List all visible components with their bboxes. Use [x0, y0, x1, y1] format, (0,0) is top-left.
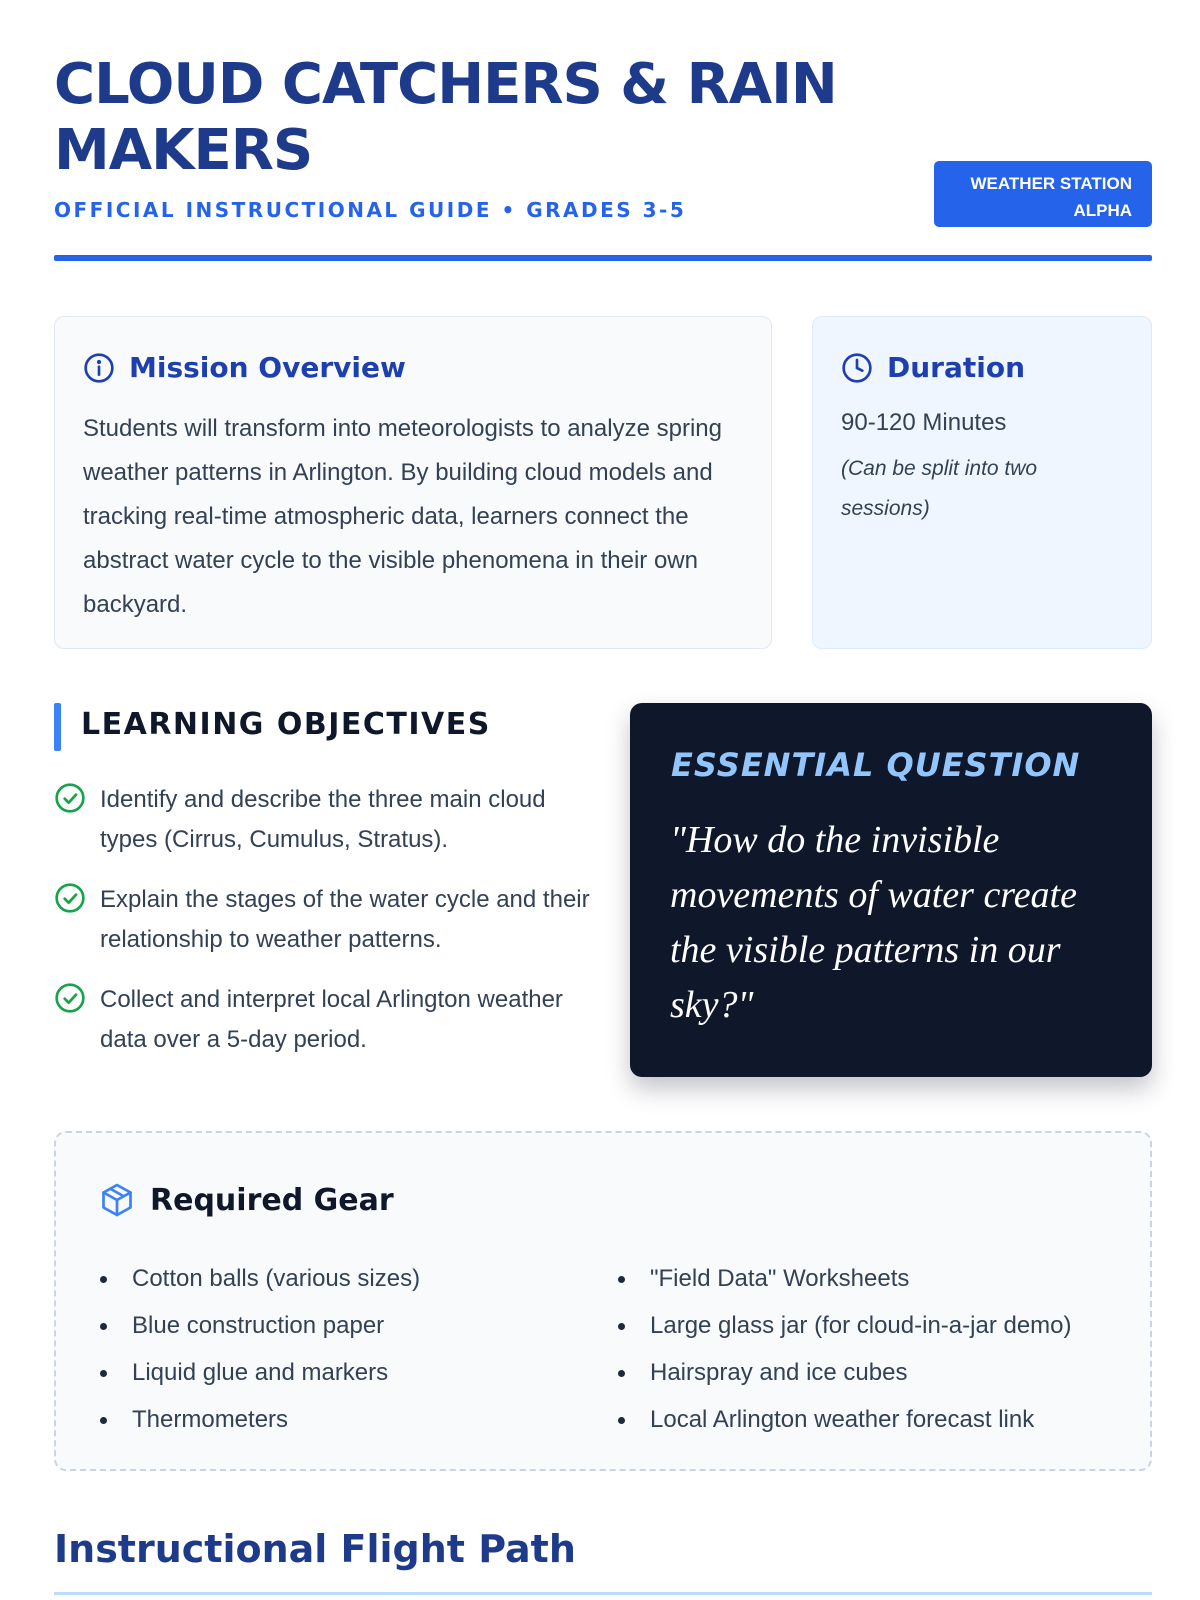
gear-item: Liquid glue and markers: [96, 1349, 420, 1396]
gear-title: Required Gear: [150, 1182, 394, 1218]
mission-text: Students will transform into meteorologists to analyze spring weather patterns in Arlington. By building cloud models and tracking real-time atmospheric data, learners connect the abstract water cycle to the visible phenomena in their own backyard.: [83, 415, 722, 618]
gear-header: [99, 1182, 394, 1218]
objective-item: [54, 780, 594, 860]
station-badge: [934, 161, 1152, 227]
gear-list-left: [96, 1255, 420, 1443]
gear-item: Blue construction paper: [96, 1302, 420, 1349]
lesson-plan-page: [54, 0, 1152, 1571]
gear-item: Large glass jar (for cloud-in-a-jar demo): [614, 1302, 1072, 1349]
objective-text: Identify and describe the three main cloud types (Cirrus, Cumulus, Stratus).: [100, 786, 546, 853]
objectives-accent-bar: [54, 703, 61, 751]
essential-question-text: "How do the invisible movements of water create the visible patterns in our sky?": [670, 819, 1077, 1026]
check-circle-icon: [54, 982, 86, 1014]
duration-header: [841, 351, 1025, 384]
gear-item: "Field Data" Worksheets: [614, 1255, 1072, 1302]
duration-card: [812, 316, 1152, 649]
objectives-title: LEARNING OBJECTIVES: [81, 707, 491, 742]
objective-item: [54, 980, 594, 1060]
objective-text: Collect and interpret local Arlington weather data over a 5-day period.: [100, 986, 563, 1053]
duration-title: Duration: [887, 351, 1026, 384]
package-icon: [99, 1182, 135, 1218]
badge-line-1: WEATHER STATION: [970, 174, 1132, 193]
flight-path-divider: [54, 1592, 1152, 1595]
page-title: CLOUD CATCHERS & RAIN MAKERS: [54, 52, 837, 183]
essential-question-label: ESSENTIAL QUESTION: [671, 746, 1081, 784]
page-subtitle: OFFICIAL INSTRUCTIONAL GUIDE • GRADES 3-5: [54, 198, 687, 222]
objectives-list: [54, 780, 594, 1080]
objective-text: Explain the stages of the water cycle and their relationship to weather patterns.: [100, 886, 590, 953]
gear-item: Local Arlington weather forecast link: [614, 1396, 1072, 1443]
check-circle-icon: [54, 882, 86, 914]
gear-list-right: [614, 1255, 1072, 1443]
flight-path-title: Instructional Flight Path: [54, 1527, 576, 1571]
mission-overview-card: [54, 316, 772, 649]
duration-note: (Can be split into two sessions): [841, 457, 1038, 520]
gear-item: Thermometers: [96, 1396, 420, 1443]
duration-value: 90-120 Minutes: [841, 409, 1007, 436]
mission-title: Mission Overview: [129, 351, 406, 384]
objective-item: [54, 880, 594, 960]
clock-icon: [841, 352, 873, 384]
gear-item: Hairspray and ice cubes: [614, 1349, 1072, 1396]
gear-item: Cotton balls (various sizes): [96, 1255, 420, 1302]
mission-header: [83, 351, 406, 384]
header-divider: [54, 255, 1152, 261]
required-gear-box: [54, 1131, 1152, 1471]
badge-line-2: ALPHA: [1073, 201, 1132, 220]
check-circle-icon: [54, 782, 86, 814]
page-header: [54, 0, 1152, 262]
info-icon: [83, 352, 115, 384]
essential-question-panel: [630, 703, 1152, 1077]
